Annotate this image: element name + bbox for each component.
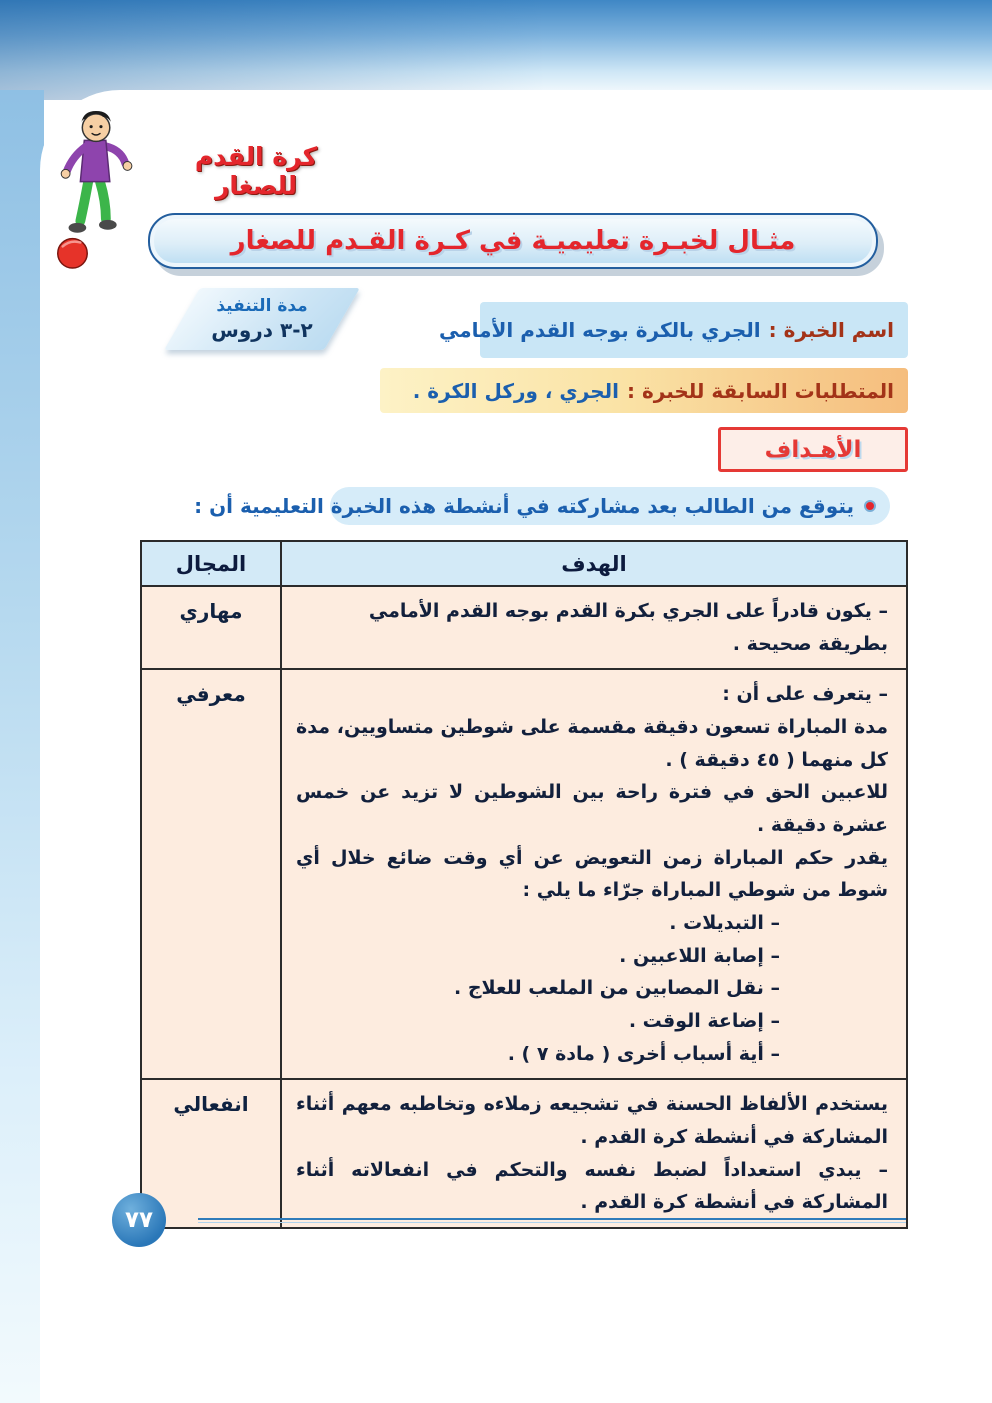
goal-line: – يكون قادراً على الجري بكرة القدم بوجه القدم الأمامي بطريقة صحيحة . — [368, 600, 888, 655]
domain-cell: معرفي — [141, 669, 281, 1079]
objectives-intro-band — [194, 487, 890, 525]
prerequisites-value: الجري ، وركل الكرة . — [412, 378, 619, 403]
goal-line: – التبديلات . — [669, 912, 780, 935]
duration-label: مدة التنفيذ — [216, 296, 308, 316]
domain-cell: مهاري — [141, 586, 281, 669]
objectives-table — [140, 540, 908, 1229]
left-frame-gradient — [0, 90, 44, 1403]
objectives-intro-text: يتوقع من الطالب بعد مشاركته في أنشطة هذه الخبرة التعليمية أن : — [194, 494, 854, 518]
table-header-domain: المجال — [141, 541, 281, 586]
series-logo-text: كرة القدم للصغار — [194, 142, 318, 200]
table-header-goal: الهدف — [281, 541, 907, 586]
experience-name-label: اسم الخبرة : — [768, 318, 894, 342]
footer-rule-echo — [198, 1222, 906, 1223]
duration-badge-inner — [182, 288, 342, 350]
experience-name-value: الجري بالكرة بوجه القدم الأمامي — [439, 318, 761, 342]
table-row-emotional — [141, 1079, 907, 1228]
goal-line: يقدر حكم المباراة زمن التعويض عن أي وقت ضائع خلال أي شوط من شوطي المباراة جرّاء ما يلي : — [296, 846, 888, 902]
duration-badge — [164, 288, 360, 350]
goal-line: – يتعرف على أن : — [722, 683, 888, 706]
domain-cell: انفعالي — [141, 1079, 281, 1228]
goal-line: يستخدم الألفاظ الحسنة في تشجيعه زملاءه وتخاطبه معهم أثناء المشاركة في أنشطة كرة القدم . — [296, 1093, 888, 1149]
boy-kicking-ball-illustration — [45, 103, 153, 275]
table-row-cognitive — [141, 669, 907, 1079]
goal-line: – إضاعة الوقت . — [628, 1010, 780, 1033]
goal-line: – يبدي استعداداً لضبط نفسه والتحكم في انفعالاته أثناء المشاركة في أنشطة كرة القدم . — [296, 1158, 888, 1214]
objectives-heading-box — [718, 427, 908, 472]
footer-rule — [198, 1218, 906, 1220]
goal-line: مدة المباراة تسعون دقيقة مقسمة على شوطين متساويين، مدة كل منهما ( ٤٥ دقيقة ) . — [296, 716, 888, 771]
boy-illustration-svg — [45, 103, 153, 275]
table-row-skill — [141, 586, 907, 669]
page-title: مثـال لخبـرة تعليميـة في كـرة القـدم للصغار — [230, 226, 796, 256]
goal-line: للاعبين الحق في فترة راحة بين الشوطين لا تزيد عن خمس عشرة دقيقة . — [296, 781, 888, 837]
experience-name-box — [439, 302, 908, 358]
prerequisites-label: المتطلبات السابقة للخبرة : — [626, 378, 894, 403]
page-number: ٧٧ — [124, 1207, 154, 1233]
goal-line: – أية أسباب أخرى ( مادة ٧ ) . — [507, 1042, 780, 1065]
title-banner — [148, 213, 878, 269]
table-header-row — [141, 541, 907, 586]
page-number-badge — [112, 1193, 166, 1247]
goal-line: – نقل المصابين من الملعب للعلاج . — [454, 977, 780, 1000]
goal-cell — [281, 669, 907, 1079]
bullet-icon — [864, 500, 876, 512]
goal-line: – إصابة اللاعبين . — [619, 944, 780, 967]
top-frame-gradient — [0, 0, 992, 100]
prerequisites-box — [380, 368, 908, 413]
objectives-heading: الأهـداف — [764, 436, 862, 463]
goal-cell — [281, 1079, 907, 1228]
duration-value: ٢-٣ دروس — [211, 318, 313, 342]
goal-cell — [281, 586, 907, 669]
